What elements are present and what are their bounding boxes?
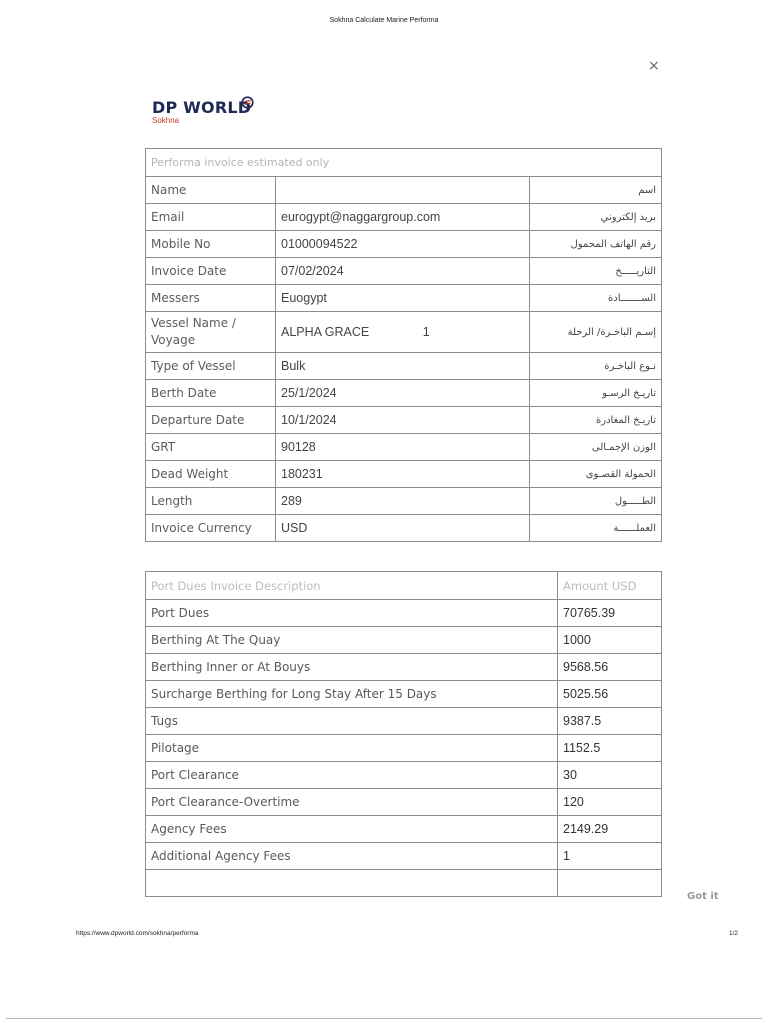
- table-row: [146, 735, 662, 762]
- label-mobile: Mobile No: [146, 231, 276, 258]
- mobile-field[interactable]: 01000094522: [276, 231, 530, 258]
- table-row: [146, 870, 662, 897]
- due-amount: 9568.56: [558, 654, 662, 681]
- table-row: [146, 600, 662, 627]
- label-vessel-name: Vessel Name / Voyage: [146, 312, 276, 353]
- due-description: Additional Agency Fees: [146, 843, 558, 870]
- table-row: [146, 816, 662, 843]
- label-length: Length: [146, 488, 276, 515]
- due-description: Berthing At The Quay: [146, 627, 558, 654]
- due-description: Port Clearance-Overtime: [146, 789, 558, 816]
- form-row-type-of-vessel: [146, 353, 662, 380]
- label-messers: Messers: [146, 285, 276, 312]
- due-description: Agency Fees: [146, 816, 558, 843]
- arabic-label-invoice-currency: العملــــــة: [530, 515, 662, 542]
- grt-field[interactable]: 90128: [276, 434, 530, 461]
- table-row: [146, 843, 662, 870]
- arabic-label-type-of-vessel: نـوع الباخـرة: [530, 353, 662, 380]
- logo-brand: DP WORLD: [152, 98, 252, 117]
- close-icon[interactable]: ×: [648, 58, 660, 74]
- due-amount: 120: [558, 789, 662, 816]
- length-field[interactable]: 289: [276, 488, 530, 515]
- logo-mark-icon: [241, 96, 254, 109]
- label-name: Name: [146, 177, 276, 204]
- arabic-label-name: اسم: [530, 177, 662, 204]
- footer-url: https://www.dpworld.com/sokhna/performa: [76, 930, 199, 937]
- arabic-label-length: الطـــــول: [530, 488, 662, 515]
- label-berth-date: Berth Date: [146, 380, 276, 407]
- form-row-length: [146, 488, 662, 515]
- label-email: Email: [146, 204, 276, 231]
- label-type-of-vessel: Type of Vessel: [146, 353, 276, 380]
- form-row-berth-date: [146, 380, 662, 407]
- due-description: Port Clearance: [146, 762, 558, 789]
- due-amount: 1152.5: [558, 735, 662, 762]
- page-title: Sokhna Calculate Marine Performa: [329, 17, 439, 24]
- arabic-label-messers: الســـــــادة: [530, 285, 662, 312]
- due-amount: 5025.56: [558, 681, 662, 708]
- due-amount: 1000: [558, 627, 662, 654]
- port-dues-header-row: [146, 572, 662, 600]
- label-grt: GRT: [146, 434, 276, 461]
- invoice-date-field[interactable]: 07/02/2024: [276, 258, 530, 285]
- email-field[interactable]: eurogypt@naggargroup.com: [276, 204, 530, 231]
- due-description: Berthing Inner or At Bouys: [146, 654, 558, 681]
- form-row-grt: [146, 434, 662, 461]
- header-amount: Amount USD: [558, 572, 662, 600]
- messers-field[interactable]: Euogypt: [276, 285, 530, 312]
- due-amount: 2149.29: [558, 816, 662, 843]
- arabic-label-mobile: رقم الهاتف المحمول: [530, 231, 662, 258]
- arabic-label-invoice-date: التاريـــــخ: [530, 258, 662, 285]
- vessel-name-field[interactable]: [276, 312, 530, 353]
- dead-weight-field[interactable]: 180231: [276, 461, 530, 488]
- table-row: [146, 681, 662, 708]
- due-amount: 30: [558, 762, 662, 789]
- label-invoice-date: Invoice Date: [146, 258, 276, 285]
- arabic-label-berth-date: تاريـخ الرسـو: [530, 380, 662, 407]
- arabic-label-grt: الوزن الإجمـالى: [530, 434, 662, 461]
- form-row-name: [146, 177, 662, 204]
- form-row-dead-weight: [146, 461, 662, 488]
- due-amount: [558, 870, 662, 897]
- footer-page-number: 1/2: [729, 930, 739, 937]
- logo-sub: Sokhna: [152, 116, 180, 125]
- invoice-currency-field[interactable]: USD: [276, 515, 530, 542]
- due-description: Port Dues: [146, 600, 558, 627]
- voyage-value: 1: [422, 325, 430, 339]
- name-field[interactable]: [276, 177, 530, 204]
- arabic-label-departure-date: تاريـخ المغادرة: [530, 407, 662, 434]
- form-row-vessel-name: [146, 312, 662, 353]
- due-description: [146, 870, 558, 897]
- due-description: Pilotage: [146, 735, 558, 762]
- form-row-invoice-date: [146, 258, 662, 285]
- dp-world-logo: [152, 99, 251, 125]
- bottom-divider: [6, 1018, 762, 1019]
- arabic-label-dead-weight: الحمولة القصـوى: [530, 461, 662, 488]
- due-description: Tugs: [146, 708, 558, 735]
- header-description: Port Dues Invoice Description: [146, 572, 558, 600]
- departure-date-field[interactable]: 10/1/2024: [276, 407, 530, 434]
- form-row-mobile: [146, 231, 662, 258]
- label-invoice-currency: Invoice Currency: [146, 515, 276, 542]
- due-amount: 1: [558, 843, 662, 870]
- form-row-email: [146, 204, 662, 231]
- table-row: [146, 654, 662, 681]
- table-row: [146, 708, 662, 735]
- arabic-label-vessel-name: إسـم الباخـرة/ الرحلة: [530, 312, 662, 353]
- form-row-messers: [146, 285, 662, 312]
- table-row: [146, 762, 662, 789]
- port-dues-table: [145, 571, 662, 897]
- table-row: [146, 627, 662, 654]
- type-of-vessel-field[interactable]: Bulk: [276, 353, 530, 380]
- label-departure-date: Departure Date: [146, 407, 276, 434]
- due-description: Surcharge Berthing for Long Stay After 15 Days: [146, 681, 558, 708]
- due-amount: 9387.5: [558, 708, 662, 735]
- vessel-info-table: [145, 148, 662, 542]
- arabic-label-email: بريد إلكتروني: [530, 204, 662, 231]
- form-row-invoice-currency: [146, 515, 662, 542]
- vessel-name-value: ALPHA GRACE: [281, 325, 370, 339]
- got-it-button[interactable]: Got it: [687, 891, 719, 902]
- label-dead-weight: Dead Weight: [146, 461, 276, 488]
- table-row: [146, 789, 662, 816]
- form-row-departure-date: [146, 407, 662, 434]
- due-amount: 70765.39: [558, 600, 662, 627]
- berth-date-field[interactable]: 25/1/2024: [276, 380, 530, 407]
- vessel-info-caption: Performa invoice estimated only: [146, 149, 662, 177]
